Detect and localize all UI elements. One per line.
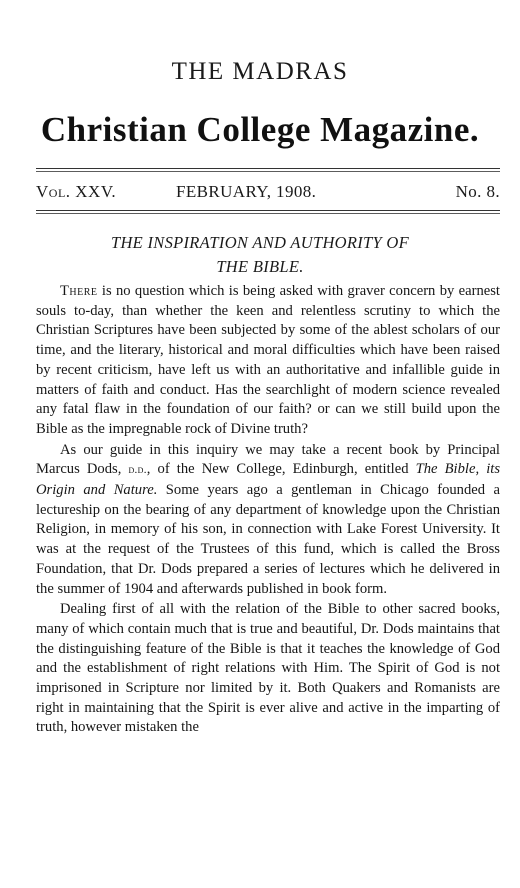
issue-date: FEBRUARY, 1908. xyxy=(176,182,317,201)
volume-label: Vol. XXV. xyxy=(36,182,117,201)
book-title: The Bible, its Origin and Nature. xyxy=(36,461,500,499)
paragraph-3: Dealing first of all with the relation of the Bible to other sacred books, many of which contain much that is true and beautiful, Dr. Dods maintains that the distinguishing feature of the Bible is that it teaches the knowledge of God and the establishment of right relations with Him. The Spirit of God is not imprisoned in Scripture nor limited by it. Both Quakers and Romanists are right in maintaining that the Spirit is ever alive and active in the imparting of truth, however mistaken the xyxy=(36,601,500,736)
article-title xyxy=(0,231,520,279)
paragraph-2 xyxy=(36,441,500,600)
masthead-top-line: THE MADRAS xyxy=(171,58,349,85)
degree-abbreviation: d.d. xyxy=(128,464,147,477)
masthead-title: Christian College Magazine. xyxy=(40,110,480,149)
issue-number: No. 8. xyxy=(455,182,500,201)
rule-below-issue xyxy=(36,210,500,211)
rule-above-issue-thin xyxy=(36,171,500,172)
rule-below-issue-thin xyxy=(36,213,500,214)
paragraph-1-text: is no question which is being asked with graver concern by earnest souls to-day, than whether the keen and relentless scrutiny to which the Christian Scriptures have been subjected by some of the ablest scholars of our time, and the literary, historical and moral difficulties which have been raised by recent criticism, have left us with an authoritative and infallible guide in matters of faith and conduct. Has the searchlight of modern science revealed any fatal flaw in the foundation of our faith? or can we still build upon the Bible as the impregnable rock of Divine truth? xyxy=(36,283,500,437)
rule-above-issue xyxy=(36,168,500,169)
article-title-line-2: THE BIBLE. xyxy=(216,257,304,276)
article-body xyxy=(36,282,500,739)
paragraph-2-text-c: Some years ago a gentleman in Chicago founded a lectureship on the bearing of any department of knowledge upon the Christian Religion, in memory of his son, in connection with Lake Forest University. It was at the request of the Trustees of this fund, which is called the Bross Foundation, that Dr. Dods prepared a series of lectures which he delivered in the summer of 1904 and afterwards published in book form. xyxy=(36,482,500,597)
paragraph-2-text-a: As our guide in this inquiry we may take a recent book by Principal Marcus Dods, xyxy=(36,441,500,478)
paragraph-1-lead-word: There xyxy=(60,283,98,299)
paragraph-2-text-b: , of the New College, Edinburgh, entitled xyxy=(146,461,416,478)
paragraph-1 xyxy=(36,282,500,440)
article-title-line-1: THE INSPIRATION AND AUTHORITY OF xyxy=(110,233,410,252)
